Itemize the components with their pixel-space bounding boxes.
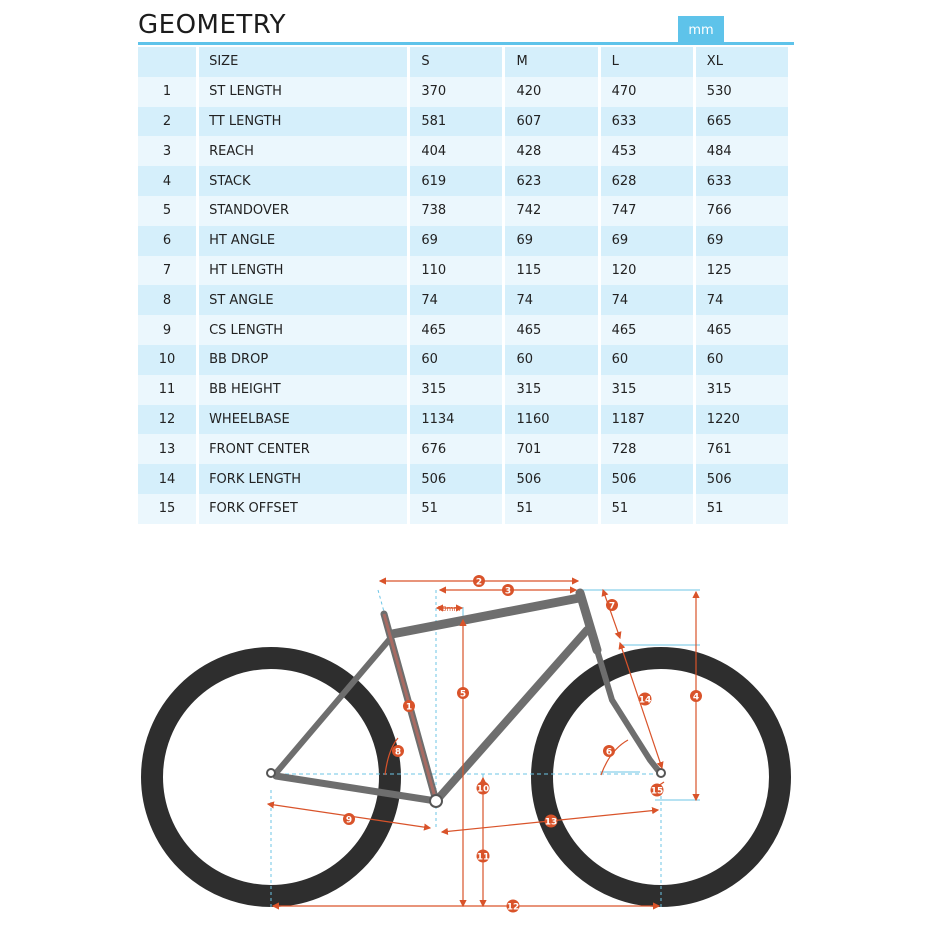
row-measurement-name: BB DROP [199, 345, 407, 375]
row-value-s: 676 [410, 434, 502, 464]
row-value-s: 404 [410, 136, 502, 166]
bottom-bracket [430, 795, 442, 807]
svg-text:5: 5 [459, 689, 467, 700]
front-dropout [657, 769, 665, 777]
row-value-m: 1160 [505, 405, 597, 435]
row-value-l: 747 [601, 196, 693, 226]
row-value-m: 51 [505, 494, 597, 524]
row-value-s: 74 [410, 285, 502, 315]
svg-text:2: 2 [475, 577, 483, 588]
row-value-s: 738 [410, 196, 502, 226]
marker-14 [639, 693, 652, 706]
row-value-m: 315 [505, 375, 597, 405]
row-value-m: 742 [505, 196, 597, 226]
row-measurement-name: REACH [199, 136, 407, 166]
row-value-l: 453 [601, 136, 693, 166]
row-value-xl: 766 [696, 196, 788, 226]
row-measurement-name: STANDOVER [199, 196, 407, 226]
row-number: 6 [138, 226, 196, 256]
svg-text:12: 12 [506, 902, 520, 913]
chain-stay [276, 776, 436, 801]
row-number: 8 [138, 285, 196, 315]
row-measurement-name: TT LENGTH [199, 107, 407, 137]
svg-text:4: 4 [692, 692, 700, 703]
row-value-l: 51 [601, 494, 693, 524]
row-value-m: 607 [505, 107, 597, 137]
row-value-xl: 506 [696, 464, 788, 494]
marker-10 [477, 782, 490, 795]
row-value-m: 74 [505, 285, 597, 315]
row-value-l: 74 [601, 285, 693, 315]
row-measurement-name: BB HEIGHT [199, 375, 407, 405]
row-value-m: 506 [505, 464, 597, 494]
row-measurement-name: FORK OFFSET [199, 494, 407, 524]
rear-dropout [267, 769, 275, 777]
svg-text:15: 15 [650, 786, 664, 797]
column-header-size: SIZE [199, 47, 407, 77]
row-measurement-name: HT LENGTH [199, 256, 407, 286]
row-value-m: 420 [505, 77, 597, 107]
row-value-l: 470 [601, 77, 693, 107]
row-value-xl: 69 [696, 226, 788, 256]
dimension-markers [343, 575, 702, 913]
svg-text:1: 1 [405, 702, 413, 713]
unit-badge[interactable]: mm [678, 16, 724, 44]
marker-5 [457, 687, 469, 700]
row-value-m: 623 [505, 166, 597, 196]
row-value-m: 69 [505, 226, 597, 256]
marker-6 [603, 745, 615, 758]
row-measurement-name: ST LENGTH [199, 77, 407, 107]
svg-text:9: 9 [345, 815, 353, 826]
svg-text:11: 11 [476, 852, 490, 863]
marker-3 [502, 584, 514, 597]
row-value-xl: 530 [696, 77, 788, 107]
column-header-s: S [410, 47, 502, 77]
row-value-m: 428 [505, 136, 597, 166]
row-measurement-name: HT ANGLE [199, 226, 407, 256]
marker-2 [473, 575, 485, 588]
row-value-l: 120 [601, 256, 693, 286]
row-number: 15 [138, 494, 196, 524]
row-value-m: 465 [505, 315, 597, 345]
row-number: 7 [138, 256, 196, 286]
row-measurement-name: WHEELBASE [199, 405, 407, 435]
row-value-s: 506 [410, 464, 502, 494]
row-value-l: 628 [601, 166, 693, 196]
row-value-xl: 315 [696, 375, 788, 405]
row-number: 11 [138, 375, 196, 405]
row-number: 10 [138, 345, 196, 375]
row-value-l: 60 [601, 345, 693, 375]
row-value-l: 69 [601, 226, 693, 256]
row-value-l: 1187 [601, 405, 693, 435]
marker-12 [507, 900, 520, 913]
svg-text:7: 7 [608, 601, 616, 612]
svg-text:6: 6 [605, 747, 613, 758]
row-value-s: 110 [410, 256, 502, 286]
marker-11 [477, 850, 490, 863]
row-number: 9 [138, 315, 196, 345]
row-number: 1 [138, 77, 196, 107]
svg-text:8: 8 [394, 747, 402, 758]
row-measurement-name: ST ANGLE [199, 285, 407, 315]
marker-9 [343, 813, 355, 826]
row-number: 13 [138, 434, 196, 464]
row-value-s: 619 [410, 166, 502, 196]
svg-text:3: 3 [504, 586, 512, 597]
row-value-xl: 51 [696, 494, 788, 524]
row-measurement-name: STACK [199, 166, 407, 196]
row-value-m: 60 [505, 345, 597, 375]
row-value-s: 60 [410, 345, 502, 375]
column-header-l: L [601, 47, 693, 77]
row-value-xl: 60 [696, 345, 788, 375]
row-value-xl: 633 [696, 166, 788, 196]
row-measurement-name: CS LENGTH [199, 315, 407, 345]
row-number: 2 [138, 107, 196, 137]
row-value-s: 69 [410, 226, 502, 256]
row-value-xl: 484 [696, 136, 788, 166]
row-value-xl: 125 [696, 256, 788, 286]
row-number: 5 [138, 196, 196, 226]
row-value-l: 465 [601, 315, 693, 345]
svg-text:14: 14 [638, 695, 652, 706]
seat-setback-note: 70mm [437, 605, 461, 613]
row-value-m: 701 [505, 434, 597, 464]
row-value-l: 315 [601, 375, 693, 405]
row-value-s: 1134 [410, 405, 502, 435]
row-number: 3 [138, 136, 196, 166]
row-value-s: 581 [410, 107, 502, 137]
column-header-xl: XL [696, 47, 788, 77]
svg-text:10: 10 [476, 784, 490, 795]
row-value-xl: 74 [696, 285, 788, 315]
page-title: GEOMETRY [138, 10, 287, 40]
row-number: 12 [138, 405, 196, 435]
row-number: 4 [138, 166, 196, 196]
row-value-xl: 761 [696, 434, 788, 464]
marker-4 [690, 690, 702, 703]
svg-text:13: 13 [544, 817, 558, 828]
head-tube [580, 593, 597, 650]
row-value-s: 465 [410, 315, 502, 345]
marker-13 [545, 815, 558, 828]
row-value-l: 633 [601, 107, 693, 137]
row-value-xl: 465 [696, 315, 788, 345]
row-value-l: 506 [601, 464, 693, 494]
row-value-xl: 665 [696, 107, 788, 137]
row-measurement-name: FORK LENGTH [199, 464, 407, 494]
row-measurement-name: FRONT CENTER [199, 434, 407, 464]
row-value-l: 728 [601, 434, 693, 464]
row-value-s: 51 [410, 494, 502, 524]
top-tube [392, 598, 579, 634]
marker-7 [606, 599, 618, 612]
row-value-xl: 1220 [696, 405, 788, 435]
marker-15 [651, 784, 664, 797]
row-value-s: 315 [410, 375, 502, 405]
row-value-m: 115 [505, 256, 597, 286]
row-number: 14 [138, 464, 196, 494]
column-header-m: M [505, 47, 597, 77]
row-value-s: 370 [410, 77, 502, 107]
